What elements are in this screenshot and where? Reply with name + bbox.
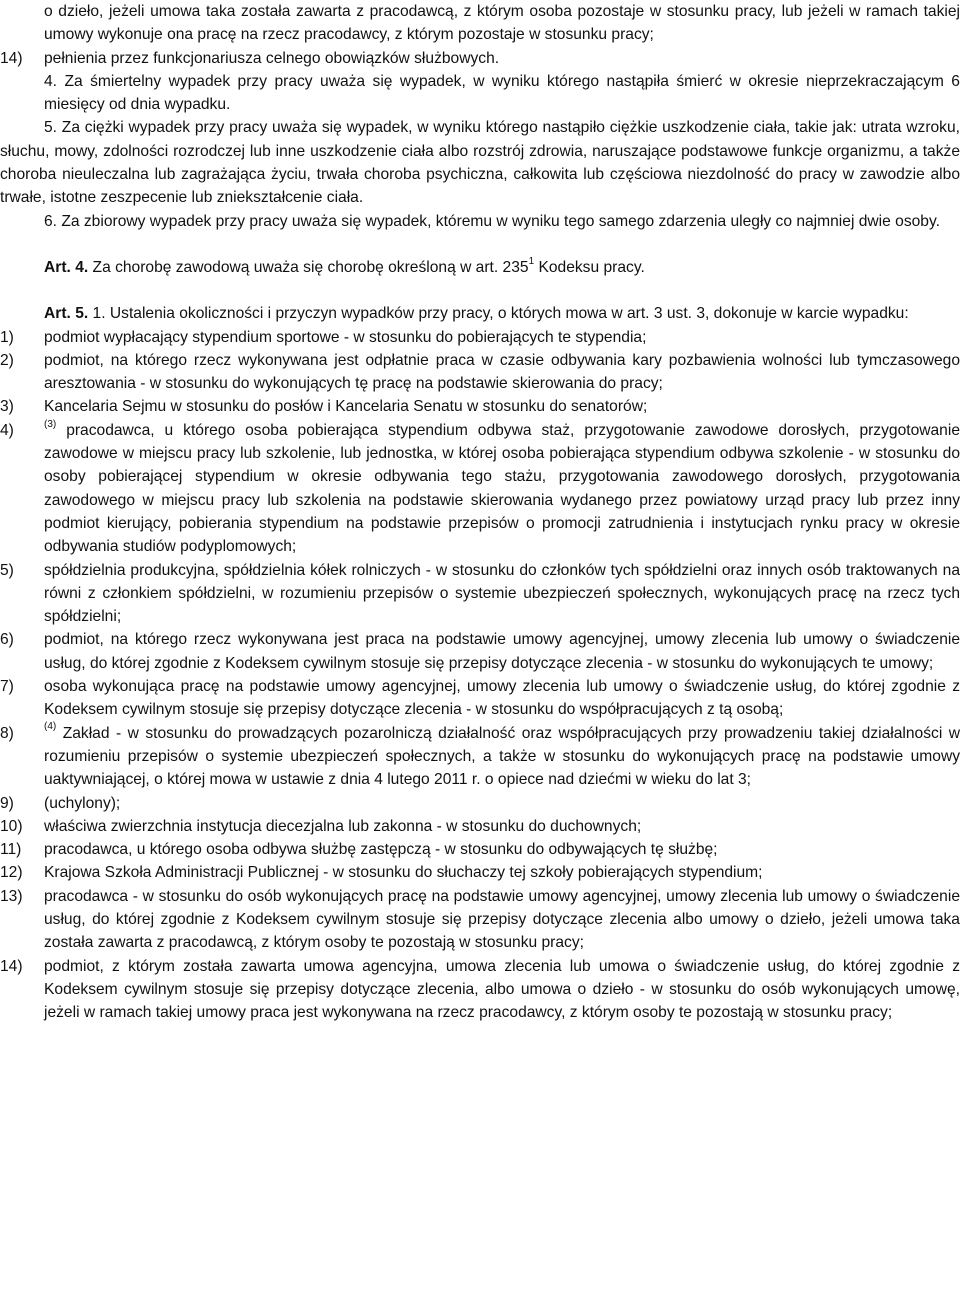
list-item-number: 14)	[0, 49, 23, 67]
list-item-number: 5)	[0, 561, 14, 579]
paragraph-number: 4.	[44, 72, 58, 90]
list-item	[0, 395, 960, 418]
list-item-number: 2)	[0, 351, 14, 369]
list-item-number: 12)	[0, 864, 23, 882]
list-item	[0, 955, 960, 1025]
list-item-number: 14)	[0, 957, 23, 975]
list-item-text	[44, 792, 960, 815]
list-item-text	[44, 815, 960, 838]
list-item-body: właściwa zwierzchnia instytucja diecezjalna lub zakonna - w stosunku do duchownych;	[44, 817, 642, 835]
list-item-number: 1)	[0, 328, 14, 346]
list-item-body: Zakład - w stosunku do prowadzących pozarolniczą działalność oraz współpracujących przy prowadzeniu takiej działalności w rozumieniu przepisów o systemie ubezpieczeń społecznych, a także w stosunku do wykonujących pracę na podstawie umowy uaktywniającej, o której mowa w ustawie z dnia 4 lutego 2011 r. o opiece nad dziećmi w wieku do lat 3;	[44, 724, 960, 789]
paragraph-number: 1.	[92, 305, 106, 323]
superscript: 1	[528, 255, 535, 267]
list-item-number: 6)	[0, 631, 14, 649]
list-item-text	[44, 722, 960, 792]
list-item-body: podmiot, z którym została zawarta umowa agencyjna, umowa zlecenia lub umowa o świadczenie usług, do której zgodnie z Kodeksem cywilnym stosuje się przepisy dotyczące zlecenia, albo umowa o dzieło - w stosunku do osób wykonujących umowę, jeżeli w ramach takiej umowy praca jest wykonywana na rzecz pracodawcy, z którym osoby te pozostają w stosunku pracy;	[44, 957, 960, 1022]
list-item-text	[44, 838, 960, 861]
paragraph-text: Za zbiorowy wypadek przy pracy uważa się wypadek, któremu w wyniku tego samego zdarzenia uległy co najmniej dwie osoby.	[61, 212, 940, 230]
list-item-body: podmiot, na którego rzecz wykonywana jest odpłatnie praca w czasie odbywania kary pozbawienia wolności lub tymczasowego aresztowania - w stosunku do wykonujących tę pracę na podstawie skierowania do pracy;	[44, 351, 960, 393]
list-item-body: pracodawca, u którego osoba odbywa służbę zastępczą - w stosunku do odbywających tę służbę;	[44, 841, 718, 859]
list-item-text	[44, 885, 960, 955]
article-label: Art. 4.	[44, 258, 89, 276]
paragraph-text: Za śmiertelny wypadek przy pracy uważa się wypadek, w wyniku którego nastąpiła śmierć w okresie nieprzekraczającym 6 miesięcy od dnia wypadku.	[44, 72, 960, 114]
article-text: Za chorobę zawodową uważa się chorobę określoną w art. 235	[92, 258, 529, 276]
list-item	[0, 559, 960, 629]
footnote-marker: (3)	[44, 418, 57, 430]
article-intro: Ustalenia okoliczności i przyczyn wypadków przy pracy, o których mowa w art. 3 ust. 3, dokonuje w karcie wypadku:	[109, 305, 909, 323]
paragraph-number: 6.	[44, 212, 58, 230]
list-item	[0, 792, 960, 815]
list-item-text: pełnienia przez funkcjonariusza celnego obowiązków służbowych.	[44, 49, 500, 67]
list-item-text	[44, 326, 960, 349]
list-item-text	[44, 419, 960, 559]
list-item	[0, 326, 960, 349]
article-text-end: Kodeksu pracy.	[538, 258, 645, 276]
paragraph-4	[0, 70, 960, 117]
list-item	[0, 838, 960, 861]
list-item-number: 9)	[0, 794, 14, 812]
list-item	[0, 349, 960, 396]
list-item	[0, 861, 960, 884]
list-item	[0, 47, 960, 70]
list-item	[0, 815, 960, 838]
list-item-text	[44, 349, 960, 396]
list-item-body: pracodawca - w stosunku do osób wykonujących pracę na podstawie umowy agencyjnej, umowy zlecenia lub umowy o świadczenie usług, do której zgodnie z Kodeksem cywilnym stosuje się przepisy dotyczące zlecenia albo umowy o dzieło, jeżeli umowa taka została zawarta z pracodawcą, z którym osoby te pozostają w stosunku pracy;	[44, 887, 960, 952]
paragraph-text: Za ciężki wypadek przy pracy uważa się wypadek, w wyniku którego nastąpiło ciężkie uszkodzenie ciała, takie jak: utrata wzroku, słuchu, mowy, zdolności rozrodczej lub inne uszkodzenie ciała albo rozstrój zdrowia, naruszające podstawowe funkcje organizmu, a także choroba nieuleczalna lub zagrażająca życiu, trwała choroba psychiczna, całkowita lub częściowa niezdolność do pracy w zawodzie albo trwałe, istotne zeszpecenie lub zniekształcenie ciała.	[0, 119, 960, 207]
list-item-body: pracodawca, u którego osoba pobierająca stypendium odbywa staż, przygotowanie zawodowe dorosłych, przygotowanie zawodowe w miejscu pracy lub szkolenie, lub jednostka, w której osoba pobierająca stypendium odbywa szkolenie - w stosunku do osoby pobierającej stypendium w okresie odbywania tego stażu, przygotowania zawodowego dorosłych, przygotowania zawodowego w miejscu pracy lub szkolenia na podstawie skierowania wydanego przez powiatowy urząd pracy lub przez inny podmiot kierujący, pobierania stypendium na podstawie przepisów o promocji zatrudnienia i instytucjach rynku pracy w okresie odbywania studiów podyplomowych;	[44, 421, 960, 556]
list-item-number: 4)	[0, 421, 14, 439]
list-item-text	[44, 861, 960, 884]
list-item-number: 13)	[0, 887, 23, 905]
list-item-number: 3)	[0, 398, 14, 416]
list-item-text	[44, 559, 960, 629]
list-item-body: Kancelaria Sejmu w stosunku do posłów i Kancelaria Senatu w stosunku do senatorów;	[44, 398, 648, 416]
paragraph-6	[0, 210, 960, 233]
article-5-list	[0, 326, 960, 1025]
list-item	[0, 675, 960, 722]
list-item-text	[44, 395, 960, 418]
list-item-body: Krajowa Szkoła Administracji Publicznej - w stosunku do słuchaczy tej szkoły pobierających stypendium;	[44, 864, 763, 882]
list-item-body: (uchylony);	[44, 794, 121, 812]
list-item	[0, 885, 960, 955]
list-item	[0, 628, 960, 675]
article-5	[0, 302, 960, 325]
continued-item-text: o dzieło, jeżeli umowa taka została zawarta z pracodawcą, z którym osoba pozostaje w stosunku pracy, lub jeżeli w ramach takiej umowy wykonuje ona pracę na rzecz pracodawcy, z którym pozostaje w stosunku pracy;	[44, 3, 960, 44]
list-item-body: osoba wykonująca pracę na podstawie umowy agencyjnej, umowy zlecenia lub umowy o świadczenie usług, do której zgodnie z Kodeksem cywilnym stosuje się przepisy dotyczące zlecenia - w stosunku do współpracujących z tą osobą;	[44, 678, 960, 719]
article-4	[0, 256, 960, 279]
list-item	[0, 722, 960, 792]
list-item-body: podmiot wypłacający stypendium sportowe - w stosunku do pobierających te stypendia;	[44, 328, 647, 346]
list-item-text	[44, 628, 960, 675]
list-item-body: spółdzielnia produkcyjna, spółdzielnia kółek rolniczych - w stosunku do członków tych spółdzielni oraz innych osób traktowanych na równi z członkiem spółdzielni, w rozumieniu przepisów o systemie ubezpieczeń społecznych, wykonujących pracę na rzecz tych spółdzielni;	[44, 561, 960, 626]
paragraph-number: 5.	[44, 119, 58, 137]
list-item-text	[44, 675, 960, 722]
list-item-number: 7)	[0, 678, 14, 696]
list-item-number: 8)	[0, 724, 14, 742]
paragraph-5	[0, 116, 960, 209]
list-item-body: podmiot, na którego rzecz wykonywana jest praca na podstawie umowy agencyjnej, umowy zlecenia lub umowy o świadczenie usług, do której zgodnie z Kodeksem cywilnym stosuje się przepisy dotyczące zlecenia - w stosunku do wykonujących te umowy;	[44, 631, 960, 672]
list-item	[0, 419, 960, 559]
footnote-marker: (4)	[44, 721, 57, 733]
list-item-number: 11)	[0, 841, 22, 859]
list-item-number: 10)	[0, 817, 23, 835]
continued-item	[0, 0, 960, 47]
article-label: Art. 5.	[44, 305, 89, 323]
list-item-text	[44, 955, 960, 1025]
